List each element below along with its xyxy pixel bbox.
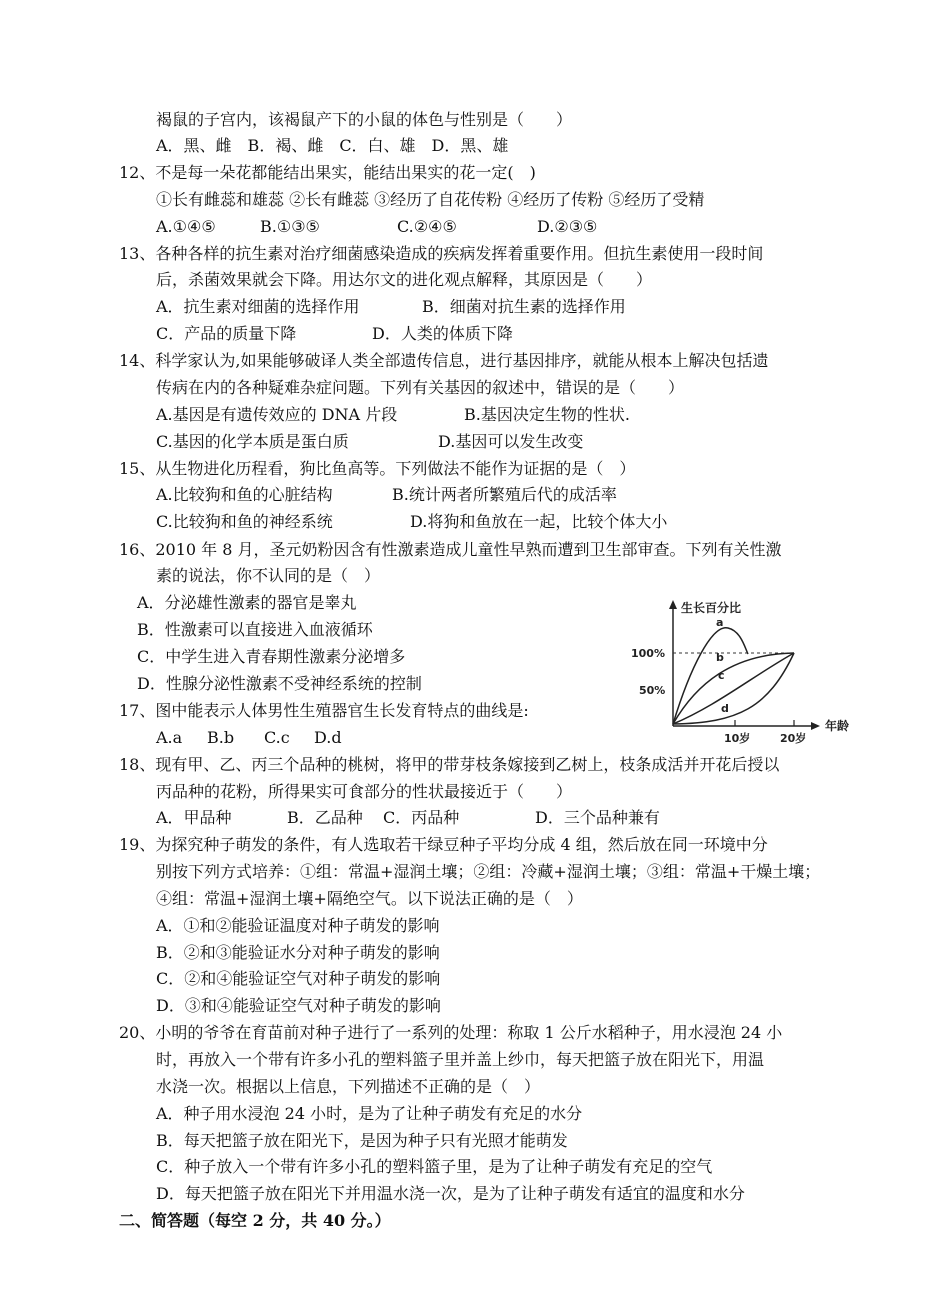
y-axis-label: 生长百分比 [681,601,742,615]
x-tick-20: 20岁 [780,732,807,745]
x-axis-arrow [811,722,820,730]
q19-stem-line2: 别按下列方式培养：①组：常温+湿润土壤；②组：冷藏+湿润土壤；③组：常温+干燥土壤； [156,862,821,881]
q14-options-row2 [156,430,583,454]
q13-option-b: B．细菌对抗生素的选择作用 [422,297,626,316]
q18-option-b: B．乙品种 [287,808,363,827]
q15-stem: 15、从生物进化历程看，狗比鱼高等。下列做法不能作为证据的是（ ） [119,459,636,478]
q19-option-b: B．②和③能验证水分对种子萌发的影响 [156,943,440,962]
q14-stem-line2: 传病在内的各种疑难杂症问题。下列有关基因的叙述中，错误的是（ ） [156,378,685,397]
q18-option-c: C．丙品种 [383,808,460,827]
section-2-heading: 二、简答题（每空 2 分，共 40 分。） [119,1211,391,1230]
q13-options-row1 [156,295,626,319]
q17-options [156,726,342,750]
q13-option-d: D．人类的体质下降 [372,324,513,343]
q19-option-d: D．③和④能验证空气对种子萌发的影响 [156,996,441,1015]
q11-continuation: 褐鼠的子宫内，该褐鼠产下的小鼠的体色与性别是（ ） [156,110,573,129]
curve-label-d: d [721,702,729,715]
q13-option-c: C．产品的质量下降 [156,324,297,343]
x-axis-label: 年龄 [825,719,850,733]
q20-option-a: A．种子用水浸泡 24 小时，是为了让种子萌发有充足的水分 [156,1104,583,1123]
curve-label-b: b [716,651,724,664]
q14-option-b: B.基因决定生物的性状. [464,405,630,424]
q16-option-d: D．性腺分泌性激素不受神经系统的控制 [137,674,422,693]
growth-curve-figure [628,596,850,746]
q17-option-d: D.d [314,728,342,747]
q12-option-c: C.②④⑤ [397,217,457,236]
q16-option-c: C．中学生进入青春期性激素分泌增多 [137,647,406,666]
q12-stem: 12、不是每一朵花都能结出果实，能结出果实的花一定( ) [119,163,536,182]
q16-option-b: B．性激素可以直接进入血液循环 [137,620,373,639]
q13-stem-line2: 后，杀菌效果就会下降。用达尔文的进化观点解释，其原因是（ ） [156,270,653,289]
q13-options-row2 [156,322,513,346]
q16-stem-line1: 16、2010 年 8 月，圣元奶粉因含有性激素造成儿童性早熟而遭到卫生部审查。下列有关性激 [119,540,782,559]
q11-options: A．黑、雌 B．褐、雌 C．白、雄 D．黑、雄 [156,136,509,155]
q18-stem-line2: 丙品种的花粉，所得果实可食部分的性状最接近于（ ） [156,782,573,801]
q14-stem-line1: 14、科学家认为,如果能够破译人类全部遗传信息，进行基因排序，就能从根本上解决包括遗 [119,351,769,370]
q20-option-b: B．每天把篮子放在阳光下，是因为种子只有光照才能萌发 [156,1131,568,1150]
curve-label-a: a [716,616,724,629]
q18-option-d: D．三个品种兼有 [535,808,660,827]
q16-stem-line2: 素的说法，你不认同的是（ ） [156,566,381,585]
q17-stem: 17、图中能表示人体男性生殖器官生长发育特点的曲线是: [119,701,529,720]
y-tick-50: 50% [639,684,666,697]
q15-option-a: A.比较狗和鱼的心脏结构 [156,485,333,504]
q13-option-a: A．抗生素对细菌的选择作用 [156,297,360,316]
q19-stem-line1: 19、为探究种子萌发的条件，有人选取若干绿豆种子平均分成 4 组，然后放在同一环境中分 [119,835,768,854]
y-axis-arrow [669,600,677,609]
q15-options-row2 [156,510,667,534]
q12-option-d: D.②③⑤ [537,217,598,236]
q19-stem-line3: ④组：常温+湿润土壤+隔绝空气。以下说法正确的是（ ） [156,889,583,908]
y-tick-100: 100% [631,647,665,660]
q17-option-a: A.a [156,728,183,747]
curve-label-c: c [718,669,725,682]
q18-stem-line1: 18、现有甲、乙、丙三个品种的桃树，将甲的带芽枝条嫁接到乙树上，枝条成活并开花后授以 [119,755,780,774]
q12-option-b: B.①③⑤ [260,217,320,236]
q19-option-c: C．②和④能验证空气对种子萌发的影响 [156,969,441,988]
q19-option-a: A．①和②能验证温度对种子萌发的影响 [156,916,440,935]
q13-stem-line1: 13、各种各样的抗生素对治疗细菌感染造成的疾病发挥着重要作用。但抗生素使用一段时间 [119,244,764,263]
q20-stem-line2: 时，再放入一个带有许多小孔的塑料篮子里并盖上纱巾，每天把篮子放在阳光下，用温 [156,1050,765,1069]
q15-option-c: C.比较狗和鱼的神经系统 [156,512,333,531]
q15-options-row1 [156,483,617,507]
curve-a [673,628,748,724]
q16-option-a: A．分泌雄性激素的器官是睾丸 [137,593,357,612]
q20-option-d: D．每天把篮子放在阳光下并用温水浇一次，是为了让种子萌发有适宜的温度和水分 [156,1184,745,1203]
q20-option-c: C．种子放入一个带有许多小孔的塑料篮子里，是为了让种子萌发有充足的空气 [156,1157,713,1176]
x-tick-10: 10岁 [724,732,751,745]
q20-stem-line1: 20、小明的爷爷在育苗前对种子进行了一系列的处理：称取 1 公斤水稻种子，用水浸泡 24 小 [119,1023,783,1042]
q15-option-d: D.将狗和鱼放在一起，比较个体大小 [410,512,668,531]
q12-option-a: A.①④⑤ [156,217,216,236]
q18-option-a: A．甲品种 [156,808,232,827]
q20-stem-line3: 水浇一次。根据以上信息，下列描述不正确的是（ ） [156,1077,541,1096]
q14-option-d: D.基因可以发生改变 [438,432,584,451]
curve-c [673,653,794,724]
q14-option-c: C.基因的化学本质是蛋白质 [156,432,349,451]
q14-options-row1 [156,403,630,427]
q12-options [156,215,597,239]
q14-option-a: A.基因是有遗传效应的 DNA 片段 [156,405,398,424]
q17-option-b: B.b [207,728,235,747]
q15-option-b: B.统计两者所繁殖后代的成活率 [392,485,617,504]
q12-items: ①长有雌蕊和雄蕊 ②长有雌蕊 ③经历了自花传粉 ④经历了传粉 ⑤经历了受精 [156,190,705,209]
q18-options [156,806,660,830]
q17-option-c: C.c [264,728,290,747]
